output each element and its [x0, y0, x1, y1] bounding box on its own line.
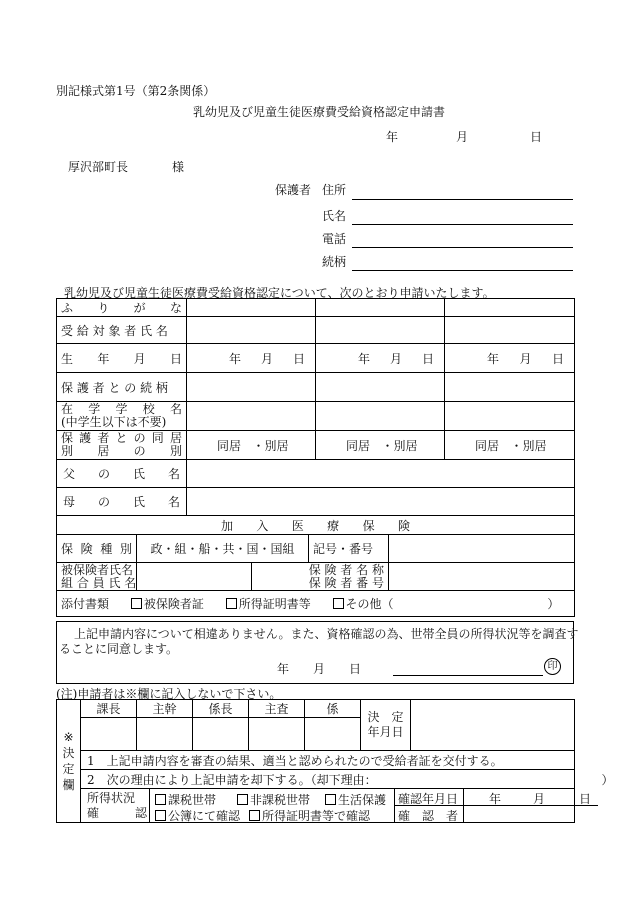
recipient-name-label: 受 給 対 象 者 氏 名 — [57, 317, 187, 344]
stamp-supervisor[interactable] — [137, 718, 193, 751]
birthdate-label: 生 年 月 日 — [57, 344, 187, 373]
symbol-number-label: 記号・番号 — [309, 535, 389, 563]
guardian-relation-label: 続柄 — [322, 255, 347, 269]
date-year-label: 年 — [386, 130, 399, 144]
symbol-number-field[interactable] — [389, 535, 575, 563]
consent-box — [56, 621, 579, 684]
guardian-name-field[interactable] — [352, 224, 573, 225]
addressee: 厚沢部町長 — [68, 160, 129, 174]
date-month-label: 月 — [456, 130, 469, 144]
relation-label: 保 護 者 と の 続 柄 — [57, 373, 187, 402]
school-label: 在 学 学 校 名 (中学生以下は不要) — [57, 402, 187, 431]
furigana-cell-3[interactable] — [445, 299, 575, 317]
confirm-month: 月 — [533, 792, 546, 806]
stamp-staff[interactable] — [305, 718, 361, 751]
stamp-chief[interactable] — [81, 718, 137, 751]
cohabitation-cell-3[interactable]: 同居 ・別居 — [445, 431, 575, 460]
income-label-2: 確 認 — [87, 806, 148, 820]
decision-side-label: ※ 決 定 欄 — [57, 700, 81, 823]
furigana-cell-1[interactable] — [187, 299, 316, 317]
guardian-relation-field[interactable] — [352, 270, 573, 271]
school-cell-2[interactable] — [316, 402, 445, 431]
cohabitation-cell-1[interactable]: 同居 ・別居 — [187, 431, 316, 460]
recipient-name-cell-3[interactable] — [445, 317, 575, 344]
opt-income-cert-checkbox[interactable]: 所得証明書等で確認 — [249, 807, 370, 824]
form-title: 乳幼児及び児童生徒医療費受給資格認定申請書 — [193, 105, 446, 119]
insurer-field[interactable] — [389, 563, 575, 591]
role-section-head: 係長 — [193, 700, 249, 718]
cohabitation-cell-2[interactable]: 同居 ・別居 — [316, 431, 445, 460]
father-name-label: 父 の 氏 名 — [57, 460, 187, 488]
insurer-label: 保 険 者 名 称 保 険 者 番 号 — [252, 563, 389, 591]
decision-item-2: 2 次の理由により上記申請を却下する。（却下理由： ） — [81, 770, 575, 789]
attach-income-cert-checkbox[interactable]: 所得証明書等 — [226, 597, 311, 611]
consent-signature-field[interactable] — [393, 675, 543, 676]
opt-welfare-checkbox[interactable]: 生活保護 — [325, 791, 386, 808]
mother-name-field[interactable] — [187, 488, 575, 516]
opt-public-record-checkbox[interactable]: 公簿にて確認 — [155, 807, 240, 824]
recipient-name-cell-2[interactable] — [316, 317, 445, 344]
note-text: (注)申請者は※欄に記入しないで下さい。 — [56, 687, 282, 701]
attach-insurance-card-checkbox[interactable]: 被保険者証 — [131, 597, 204, 611]
confirmer-label: 確 認 者 — [398, 809, 459, 823]
attach-other-close: ） — [547, 597, 560, 611]
mother-name-label: 母 の 氏 名 — [57, 488, 187, 516]
consent-month: 月 — [313, 662, 326, 676]
confirm-year: 年 — [489, 792, 502, 806]
furigana-label: ふ り が な — [57, 299, 187, 317]
birthdate-cell-1[interactable]: 年 月 日 — [187, 344, 316, 373]
consent-day: 日 — [349, 662, 362, 676]
school-cell-1[interactable] — [187, 402, 316, 431]
insured-name-field[interactable] — [137, 563, 252, 591]
father-name-field[interactable] — [187, 460, 575, 488]
insurance-type-options[interactable]: 政・組・船・共・国・国組 — [137, 535, 309, 563]
attach-other-checkbox[interactable]: その他（ — [333, 597, 394, 611]
confirm-day: 日 — [579, 792, 592, 806]
relation-cell-1[interactable] — [187, 373, 316, 402]
guardian-address-field[interactable] — [352, 199, 573, 200]
insurance-type-label: 保 険 種 別 — [57, 535, 137, 563]
insured-name-label: 被保険者氏名 組 合 員 氏 名 — [57, 563, 137, 591]
form-number: 別記様式第1号（第2条関係） — [56, 84, 216, 98]
role-chief: 課長 — [81, 700, 137, 718]
guardian-phone-label: 電話 — [322, 232, 347, 246]
stamp-section-head[interactable] — [193, 718, 249, 751]
birthdate-cell-3[interactable]: 年 月 日 — [445, 344, 575, 373]
role-supervisor: 主幹 — [137, 700, 193, 718]
cohabitation-label: 保 護 者 と の 同 居 別 居 の 別 — [57, 431, 187, 460]
income-label-1: 所得状況 — [87, 791, 136, 805]
confirm-date-label: 確認年月日 — [398, 792, 459, 806]
opt-taxed-checkbox[interactable]: 課税世帯 — [155, 791, 216, 808]
income-check-row — [81, 789, 592, 823]
recipient-table — [56, 298, 575, 516]
guardian-label: 保護者 — [275, 183, 312, 197]
attachments-row — [57, 591, 575, 617]
relation-cell-2[interactable] — [316, 373, 445, 402]
seal-mark: 印 — [544, 658, 561, 675]
consent-line-2: ることに同意します。 — [59, 642, 179, 656]
role-senior-staff: 主査 — [249, 700, 305, 718]
guardian-address-label: 住所 — [322, 183, 347, 197]
consent-line-1: 上記申請内容について相違ありません。また、資格確認の為、世帯全員の所得状況等を調査す — [74, 627, 579, 641]
role-staff: 係 — [305, 700, 361, 718]
consent-year: 年 — [277, 662, 290, 676]
insurance-table — [56, 515, 575, 617]
opt-nontaxed-checkbox[interactable]: 非課税世帯 — [237, 791, 310, 808]
recipient-name-cell-1[interactable] — [187, 317, 316, 344]
date-day-label: 日 — [530, 130, 543, 144]
school-cell-3[interactable] — [445, 402, 575, 431]
attachments-label: 添付書類 — [61, 597, 110, 611]
intro-text: 乳幼児及び児童生徒医療費受給資格認定について、次のとおり申請いたします。 — [64, 286, 495, 300]
addressee-suffix: 様 — [172, 160, 185, 174]
decision-date-field[interactable] — [411, 700, 575, 751]
furigana-cell-2[interactable] — [316, 299, 445, 317]
decision-item-1: 1 上記申請内容を審査の結果、適当と認められたので受給者証を交付する。 — [81, 751, 575, 770]
decision-table — [56, 699, 614, 823]
insurance-header: 加 入 医 療 保 険 — [57, 516, 575, 535]
decision-date-label: 決 定 年月日 — [361, 700, 411, 751]
relation-cell-3[interactable] — [445, 373, 575, 402]
guardian-phone-field[interactable] — [352, 247, 573, 248]
guardian-name-label: 氏名 — [322, 209, 347, 223]
birthdate-cell-2[interactable]: 年 月 日 — [316, 344, 445, 373]
stamp-senior-staff[interactable] — [249, 718, 305, 751]
